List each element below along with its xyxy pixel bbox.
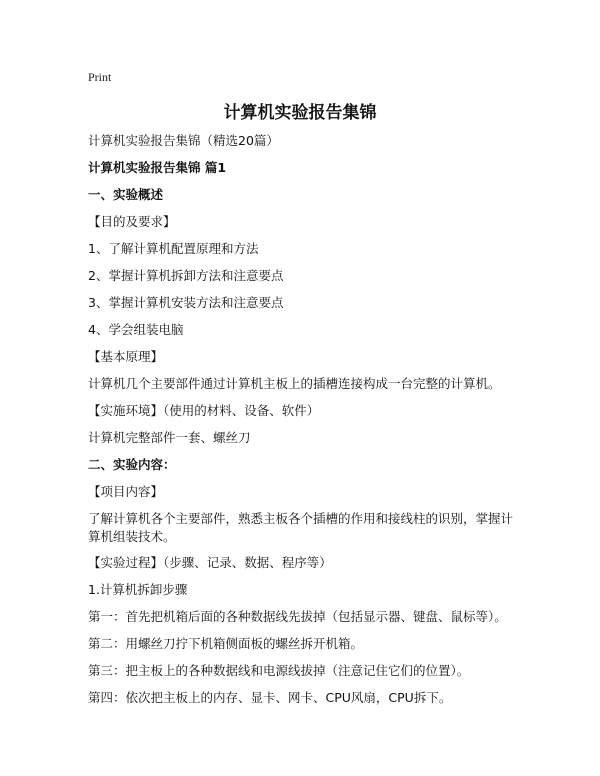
step-item: 第二：用螺丝刀拧下机箱侧面板的螺丝拆开机箱。 [88,636,364,651]
purpose-label: 【目的及要求】 [88,214,176,229]
principle-text: 计算机几个主要部件通过计算机主板上的插槽连接构成一台完整的计算机。 [88,376,501,391]
print-link[interactable]: Print [88,70,112,84]
document-title: 计算机实验报告集锦 [223,103,377,123]
project-text: 了解计算机各个主要部件，熟悉主板各个插槽的作用和接线柱的识别，掌握计算机组装技术。 [88,511,514,544]
step-item: 第三：把主板上的各种数据线和电源线拔掉（注意记住它们的位置）。 [88,663,470,678]
principle-label: 【基本原理】 [88,349,164,364]
process-label: 【实验过程】（步骤、记录、数据、程序等） [88,555,332,570]
list-item: 1、了解计算机配置原理和方法 [88,241,259,256]
project-label: 【项目内容】 [88,484,164,499]
part1-heading: 一、实验概述 [88,187,164,202]
environment-label: 【实施环境】（使用的材料、设备、软件） [88,403,320,418]
environment-text: 计算机完整部件一套、螺丝刀 [88,430,251,445]
process-step-title: 1.计算机拆卸步骤 [88,582,188,597]
part2-heading: 二、实验内容： [88,457,176,472]
section-heading: 计算机实验报告集锦 篇1 [88,160,227,175]
list-item: 2、掌握计算机拆卸方法和注意要点 [88,268,284,283]
step-item: 第一：首先把机箱后面的各种数据线先拔掉（包括显示器、键盘、鼠标等）。 [88,609,507,624]
step-item: 第四：依次把主板上的内存、显卡、网卡、CPU风扇，CPU拆下。 [88,690,452,705]
list-item: 4、学会组装电脑 [88,322,184,337]
document-subtitle: 计算机实验报告集锦（精选20篇） [88,133,279,148]
list-item: 3、掌握计算机安装方法和注意要点 [88,295,284,310]
